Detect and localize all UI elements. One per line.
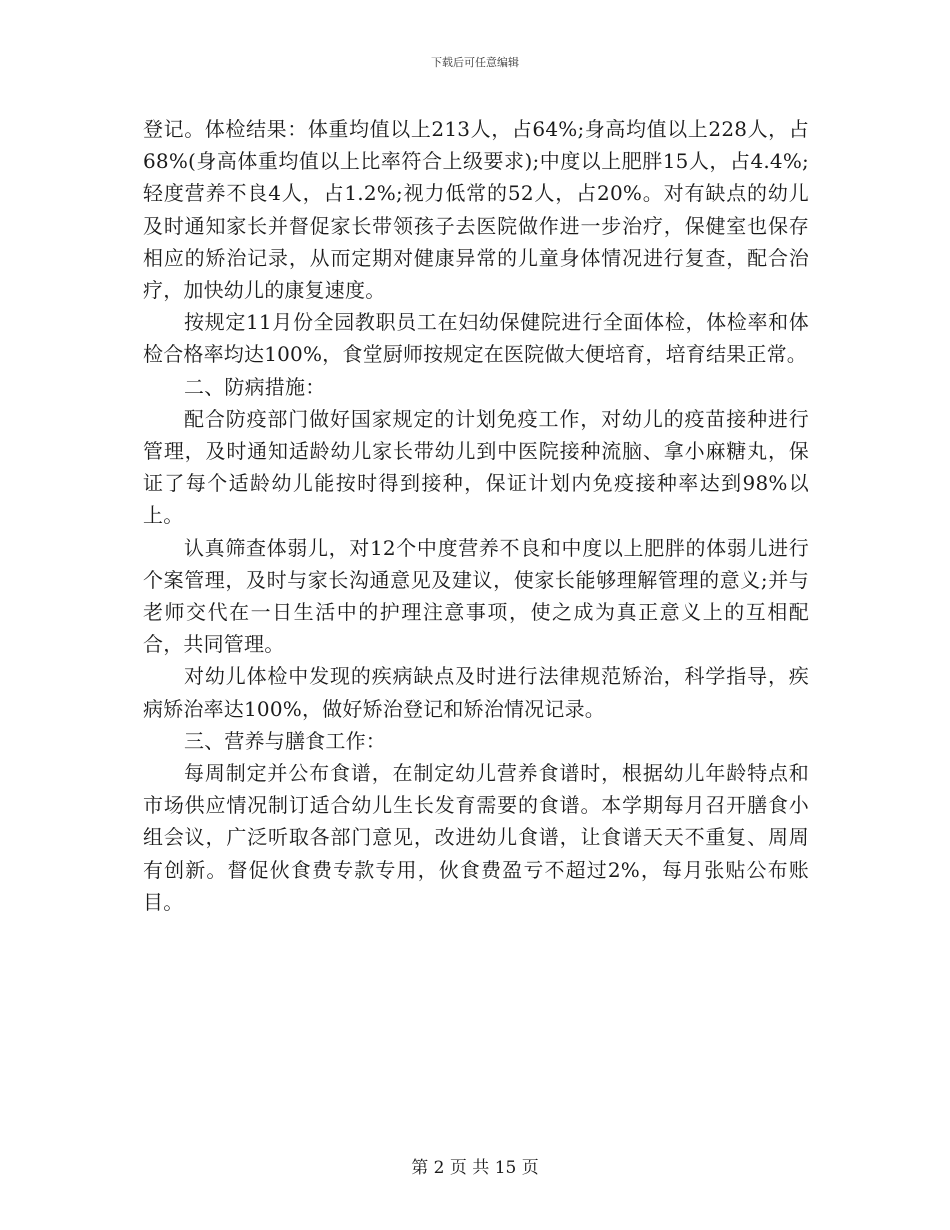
section-heading-nutrition: 三、营养与膳食工作： bbox=[184, 728, 386, 753]
header-note: 下载后可任意编辑 bbox=[431, 56, 519, 69]
paragraph-staff-checkup: 按规定11月份全园教职员工在妇幼保健院进行全面体检，体检率和体检合格率均达100%，食堂厨师按规定在医院做大便培育，培育结果正常。 bbox=[143, 310, 809, 367]
page-number-label: 第 2 页 共 15 页 bbox=[411, 1158, 539, 1178]
document-body bbox=[143, 113, 809, 918]
paragraph-treatment: 对幼儿体检中发现的疾病缺点及时进行法律规范矫治，科学指导，疾病矫治率达100%，做好矫治登记和矫治情况记录。 bbox=[143, 664, 809, 721]
paragraph-weak-children: 认真筛查体弱儿，对12个中度营养不良和中度以上肥胖的体弱儿进行个案管理，及时与家长沟通意见及建议，使家长能够理解管理的意义;并与老师交代在一日生活中的护理注意事项，使之成为真正意义上的互相配合，共同管理。 bbox=[143, 535, 809, 657]
section-heading-prevention: 二、防病措施： bbox=[184, 374, 326, 399]
page-footer bbox=[0, 1153, 950, 1178]
paragraph-immunization: 配合防疫部门做好国家规定的计划免疫工作，对幼儿的疫苗接种进行管理，及时通知适龄幼儿家长带幼儿到中医院接种流脑、拿小麻糖丸，保证了每个适龄幼儿能按时得到接种，保证计划内免疫接种率达到98%以上。 bbox=[143, 406, 809, 528]
paragraph-menu: 每周制定并公布食谱，在制定幼儿营养食谱时，根据幼儿年龄特点和市场供应情况制订适合幼儿生长发育需要的食谱。本学期每月召开膳食小组会议，广泛听取各部门意见，改进幼儿食谱，让食谱天天不重复、周周有创新。督促伙食费专款专用，伙食费盈亏不超过2%，每月张贴公布账目。 bbox=[143, 761, 809, 914]
paragraph-checkup-results: 登记。体检结果：体重均值以上213人，占64%;身高均值以上228人，占68%(身高体重均值以上比率符合上级要求);中度以上肥胖15人，占4.4%;轻度营养不良4人，占1.2%;视力低常的52人，占20%。对有缺点的幼儿及时通知家长并督促家长带领孩子去医院做作进一步治疗，保健室也保存相应的矫治记录，从而定期对健康异常的儿童身体情况进行复查，配合治疗，加快幼儿的康复速度。 bbox=[143, 117, 809, 303]
